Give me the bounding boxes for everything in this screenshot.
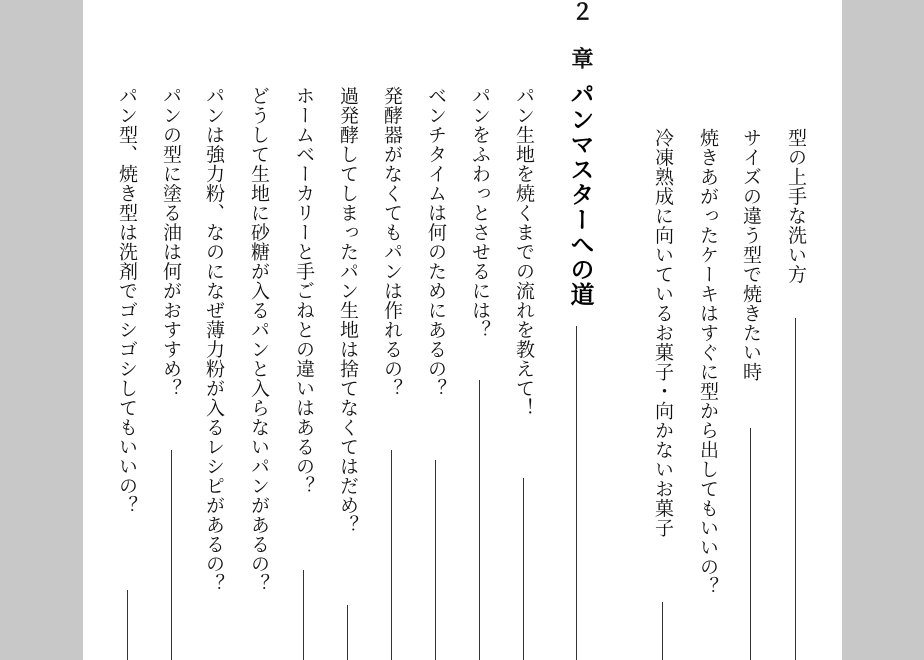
leader-line xyxy=(523,478,524,660)
chapter-number: ２ 章 xyxy=(568,0,593,69)
toc-item[interactable]: ベンチタイムは何のためにあるの？ xyxy=(425,86,447,398)
leader-line xyxy=(391,450,392,660)
toc-item[interactable]: 過発酵してしまったパン生地は捨てなくてはだめ？ xyxy=(337,86,359,535)
toc-item[interactable]: パン型、焼き型は洗剤でゴシゴシしてもいいの？ xyxy=(116,86,138,515)
leader-line xyxy=(435,460,436,660)
toc-item[interactable]: ホームベーカリーと手ごねとの違いはあるの？ xyxy=(293,86,315,496)
toc-item[interactable]: 冷凍熟成に向いているお菓子・向かないお菓子 xyxy=(652,128,674,538)
leader-line xyxy=(171,450,172,660)
book-page xyxy=(83,0,842,660)
leader-line xyxy=(127,590,128,660)
toc-item[interactable]: パン生地を焼くまでの流れを教えて！ xyxy=(513,86,535,418)
leader-line xyxy=(576,326,577,660)
toc-item[interactable]: パンの型に塗る油は何がおすすめ？ xyxy=(160,86,182,398)
toc-item[interactable]: パンをふわっとさせるには？ xyxy=(469,86,491,340)
toc-item[interactable]: 発酵器がなくてもパンは作れるの？ xyxy=(381,86,403,398)
leader-line xyxy=(303,570,304,660)
leader-line xyxy=(750,428,751,660)
chapter-title: パンマスターへの道 xyxy=(566,82,594,307)
toc-item[interactable]: どうして生地に砂糖が入るパンと入らないパンがあるの？ xyxy=(248,86,270,593)
toc-item[interactable]: パンは強力粉、なのになぜ薄力粉が入るレシピがあるの？ xyxy=(203,86,225,593)
leader-line xyxy=(662,602,663,660)
toc-item[interactable]: 型の上手な洗い方 xyxy=(785,128,807,284)
leader-line xyxy=(795,318,796,660)
leader-line xyxy=(479,380,480,660)
toc-item[interactable]: サイズの違う型で焼きたい時 xyxy=(740,128,762,382)
leader-line xyxy=(347,605,348,660)
toc-item[interactable]: 焼きあがったケーキはすぐに型から出してもいいの？ xyxy=(697,128,719,596)
